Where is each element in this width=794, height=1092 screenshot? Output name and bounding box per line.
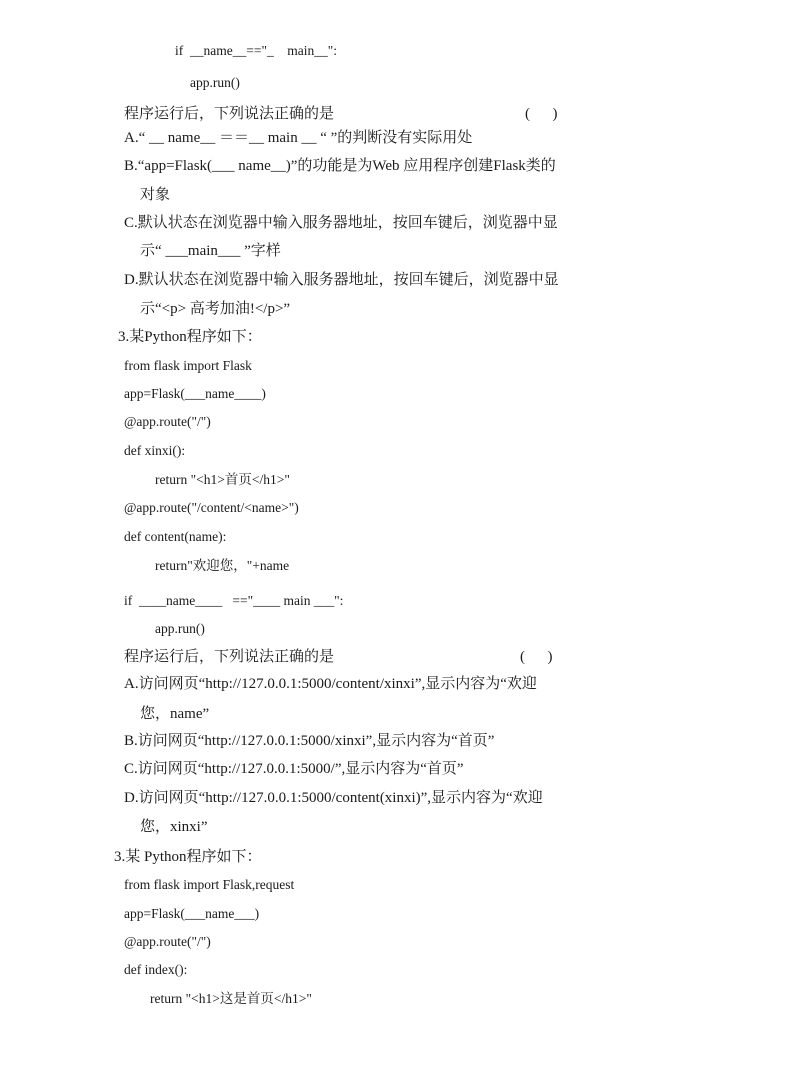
option-a-cont: 您，name”: [140, 706, 210, 722]
code-line: @app.route("/content/<name>"): [124, 500, 299, 515]
question-heading: 3.某 Python程序如下：: [114, 849, 262, 865]
option-c-cont: 示“ ___main___ ”字样: [140, 243, 281, 259]
question-text: 程序运行后，下列说法正确的是: [124, 106, 335, 122]
code-line: app=Flask(___name___): [124, 906, 260, 921]
option-d: D.访问网页“http://127.0.0.1:5000/content(xinxi)”,显示内容为“欢迎: [124, 790, 543, 806]
code-line: from flask import Flask: [124, 358, 252, 373]
code-line: app.run(): [190, 75, 240, 90]
code-line: return "<h1>首页</h1>": [155, 472, 290, 487]
code-line: if ____name____ =="____ main ___":: [124, 593, 344, 608]
code-line: app=Flask(___name____): [124, 386, 266, 401]
option-b: B.“app=Flask(___ name__)”的功能是为Web 应用程序创建Flask类的: [124, 158, 556, 174]
code-line: @app.route("/"): [124, 414, 211, 429]
option-a: A.“ __ name__ ＝＝__ main __ “ ”的判断没有实际用处: [124, 130, 473, 146]
code-line: def content(name):: [124, 529, 227, 544]
option-d: D.默认状态在浏览器中输入服务器地址，按回车键后，浏览器中显: [124, 272, 559, 288]
question-heading: 3.某Python程序如下：: [118, 329, 262, 345]
option-b-cont: 对象: [140, 187, 171, 203]
answer-paren: ( ): [520, 649, 553, 665]
option-c: C.访问网页“http://127.0.0.1:5000/”,显示内容为“首页”: [124, 761, 464, 777]
option-c: C.默认状态在浏览器中输入服务器地址，按回车键后，浏览器中显: [124, 215, 558, 231]
code-line: app.run(): [155, 621, 205, 636]
option-b: B.访问网页“http://127.0.0.1:5000/xinxi”,显示内容为“首页”: [124, 733, 495, 749]
code-line: return "<h1>这是首页</h1>": [150, 991, 312, 1006]
answer-paren: ( ): [525, 106, 558, 122]
code-line: def xinxi():: [124, 443, 186, 458]
code-line: from flask import Flask,request: [124, 877, 295, 892]
option-d-cont: 您，xinxi”: [140, 819, 208, 835]
option-d-cont: 示“<p> 高考加油!</p>”: [140, 301, 291, 317]
code-line: if __name__=="_ main__":: [175, 43, 337, 58]
code-line: return"欢迎您，"+name: [155, 558, 290, 573]
code-line: def index():: [124, 962, 188, 977]
question-text: 程序运行后，下列说法正确的是: [124, 649, 335, 665]
option-a: A.访问网页“http://127.0.0.1:5000/content/xinxi”,显示内容为“欢迎: [124, 676, 537, 692]
code-line: @app.route("/"): [124, 934, 211, 949]
